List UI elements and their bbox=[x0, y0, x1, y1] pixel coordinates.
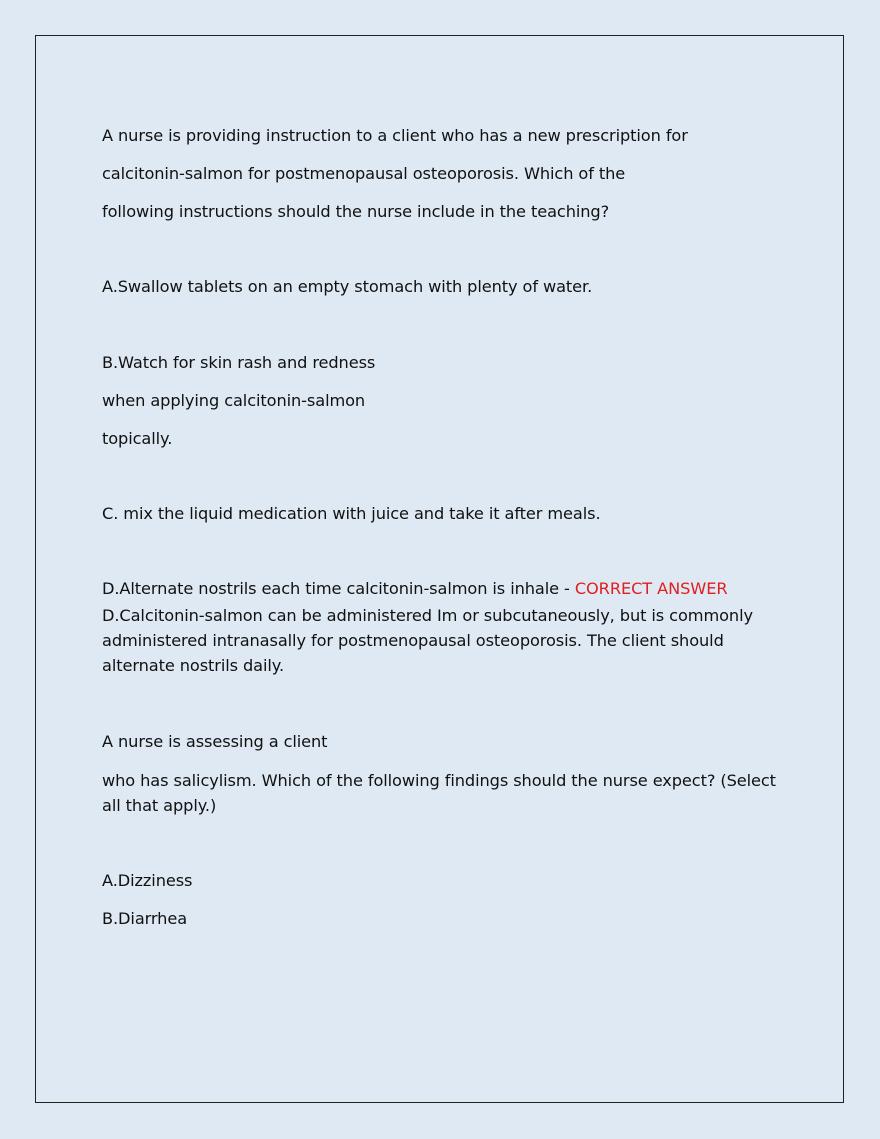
q1-option-b-line-1: B.Watch for skin rash and redness bbox=[102, 353, 376, 372]
q1-option-b-line-2: when applying calcitonin-salmon bbox=[102, 391, 366, 410]
q1-stem-line-2: calcitonin-salmon for postmenopausal osteoporosis. Which of the bbox=[102, 164, 626, 183]
q1-option-d-text: D.Alternate nostrils each time calcitonin-salmon is inhale - bbox=[102, 579, 575, 598]
q1-option-c: C. mix the liquid medication with juice and take it after meals. bbox=[102, 504, 601, 523]
q2-stem-line-2: who has salicylism. Which of the following findings should the nurse expect? (Select all that apply.) bbox=[102, 771, 776, 815]
q1-rationale: D.Calcitonin-salmon can be administered Im or subcutaneously, but is commonly administered intranasally for postmenopausal osteoporosis. The client should alternate nostrils daily. bbox=[102, 606, 753, 675]
q1-option-a: A.Swallow tablets on an empty stomach with plenty of water. bbox=[102, 277, 593, 296]
q1-option-d bbox=[102, 578, 727, 600]
page-border bbox=[35, 35, 844, 1103]
q1-option-b-line-3: topically. bbox=[102, 429, 173, 448]
q2-option-a: A.Dizziness bbox=[102, 871, 193, 890]
q2-option-b: B.Diarrhea bbox=[102, 909, 188, 928]
correct-answer-label: CORRECT ANSWER bbox=[574, 579, 728, 598]
q2-stem-line-1: A nurse is assessing a client bbox=[102, 732, 328, 751]
q1-stem-line-1: A nurse is providing instruction to a client who has a new prescription for bbox=[102, 126, 688, 145]
q1-stem-line-3: following instructions should the nurse include in the teaching? bbox=[102, 202, 610, 221]
